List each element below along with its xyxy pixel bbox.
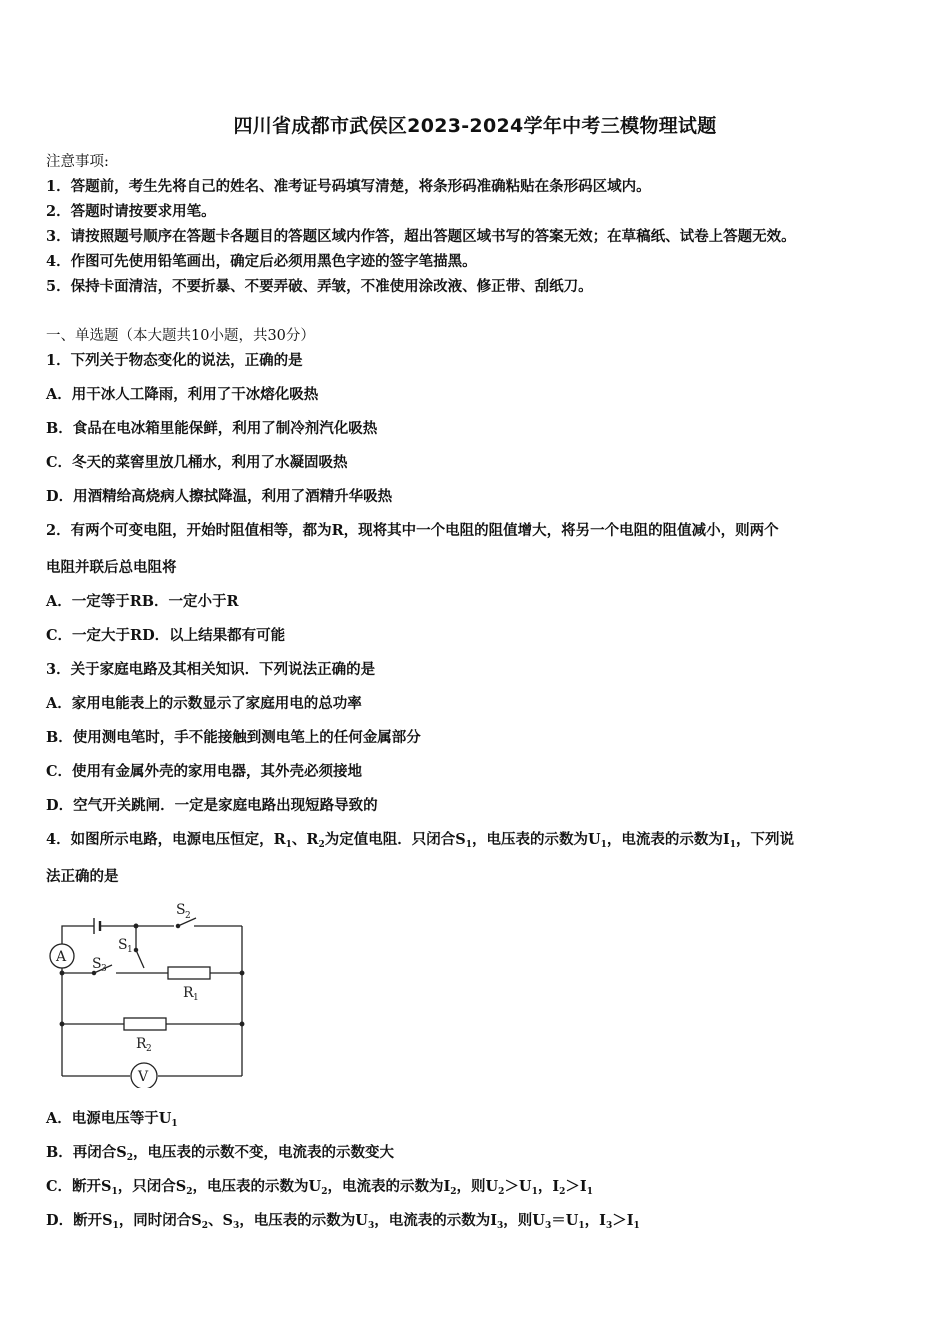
- resistor-r2-label: R: [136, 1036, 147, 1052]
- question-4-option-d: D．断开$S_1$，同时闭合$S_2$、$S_3$，电压表的示数为$U_3$，电流表的示数为$I_3$，则$U_3=U_1$，$I_3>I_1$: [46, 1212, 640, 1231]
- question-3-option-c: C．使用有金属外壳的家用电器，其外壳必须接地: [46, 763, 363, 780]
- question-1-stem: 1．下列关于物态变化的说法，正确的是: [46, 352, 303, 369]
- svg-text:1: 1: [127, 945, 133, 955]
- resistor-r1: [168, 967, 210, 979]
- resistor-r2: [124, 1018, 166, 1030]
- switch-s1-label: S: [118, 937, 128, 953]
- switch-s2-label: S: [176, 902, 186, 918]
- junction-dot: [60, 1022, 64, 1026]
- notice-item: 3．请按照题号顺序在答题卡各题目的答题区域内作答，超出答题区域书写的答案无效；在草稿纸、试卷上答题无效。: [46, 228, 796, 245]
- question-2-option-cd: C．一定大于RD．以上结果都有可能: [46, 627, 286, 644]
- ammeter-label: A: [56, 949, 67, 965]
- notice-item: 4．作图可先使用铅笔画出，确定后必须用黑色字迹的签字笔描黑。: [46, 253, 477, 270]
- question-4-option-b: B．再闭合$S_2$，电压表的示数不变，电流表的示数变大: [46, 1144, 394, 1163]
- question-2-option-ab: A．一定等于RB．一定小于R: [46, 593, 239, 610]
- question-3-option-d: D．空气开关跳闸．一定是家庭电路出现短路导致的: [46, 797, 378, 814]
- section-heading: 一、单选题（本大题共10小题，共30分）: [46, 328, 315, 344]
- junction-dot: [60, 971, 64, 975]
- question-1-option-b: B．食品在电冰箱里能保鲜，利用了制冷剂汽化吸热: [46, 420, 378, 437]
- junction-dot: [240, 1022, 244, 1026]
- notice-item: 2．答题时请按要求用笔。: [46, 203, 216, 220]
- question-4-stem-cont: 法正确的是: [46, 868, 119, 885]
- notice-item: 5．保持卡面清洁，不要折暴、不要弄破、弄皱，不准使用涂改液、修正带、刮纸刀。: [46, 278, 593, 295]
- switch-s3-label: S: [92, 956, 102, 972]
- svg-text:1: 1: [193, 993, 199, 1003]
- question-2-stem-cont: 电阻并联后总电阻将: [46, 559, 177, 576]
- resistor-r1-label: R: [183, 985, 194, 1001]
- question-3-option-a: A．家用电能表上的示数显示了家庭用电的总功率: [46, 695, 362, 712]
- circuit-diagram: [44, 898, 254, 1088]
- voltmeter-label: V: [138, 1069, 149, 1085]
- svg-text:2: 2: [146, 1044, 152, 1054]
- svg-text:3: 3: [101, 964, 107, 974]
- question-3-option-b: B．使用测电笔时，手不能接触到测电笔上的任何金属部分: [46, 729, 421, 746]
- question-1-option-d: D．用酒精给高烧病人擦拭降温，利用了酒精升华吸热: [46, 488, 393, 505]
- notice-item: 1．答题前，考生先将自己的姓名、准考证号码填写清楚，将条形码准确粘贴在条形码区域内。: [46, 178, 651, 195]
- question-1-option-c: C．冬天的菜窖里放几桶水，利用了水凝固吸热: [46, 454, 348, 471]
- question-1-option-a: A．用干冰人工降雨，利用了干冰熔化吸热: [46, 386, 319, 403]
- page-title: 四川省成都市武侯区2023-2024学年中考三模物理试题: [233, 115, 717, 137]
- notice-heading: 注意事项:: [46, 154, 109, 170]
- question-3-stem: 3．关于家庭电路及其相关知识．下列说法正确的是: [46, 661, 376, 678]
- svg-text:2: 2: [185, 911, 191, 921]
- switch-s1-blade: [136, 950, 144, 968]
- question-4-option-c: C．断开$S_1$，只闭合$S_2$，电压表的示数为$U_2$，电流表的示数为$I_2$，则$U_2>U_1$，$I_2>I_1$: [46, 1178, 593, 1197]
- junction-dot: [240, 971, 244, 975]
- question-4-stem: 4．如图所示电路，电源电压恒定，$R_1$、$R_2$为定值电阻．只闭合$S_1$，电压表的示数为$U_1$，电流表的示数为$I_1$，下列说: [46, 831, 794, 850]
- question-2-stem: 2．有两个可变电阻，开始时阻值相等，都为R，现将其中一个电阻的阻值增大，将另一个电阻的阻值减小，则两个: [46, 522, 779, 539]
- question-4-option-a: A．电源电压等于$U_1$: [46, 1110, 178, 1129]
